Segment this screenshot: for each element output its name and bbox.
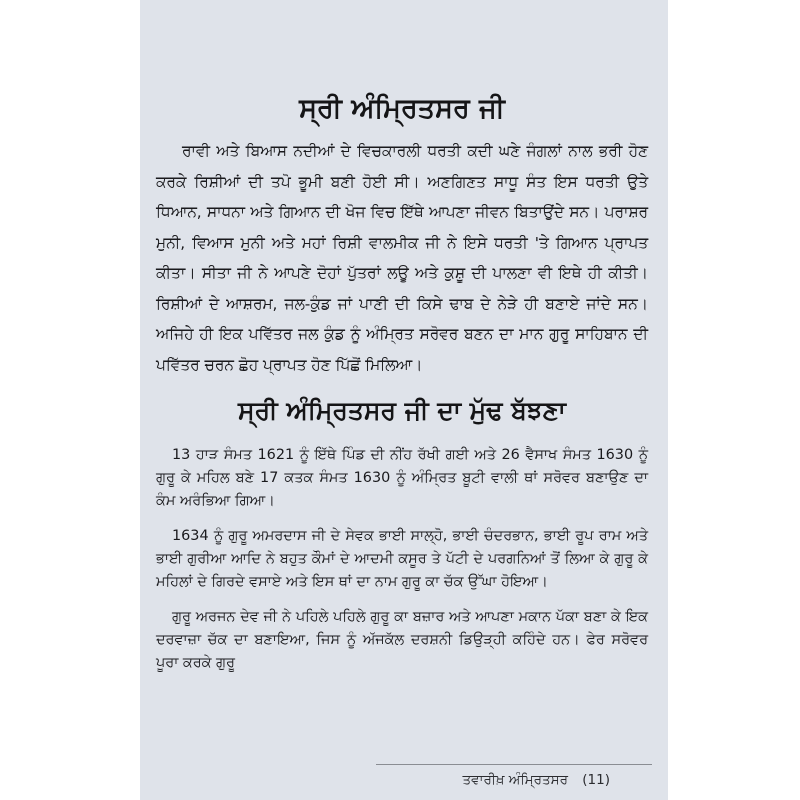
paragraph-founding-dates: 13 ਹਾੜ ਸੰਮਤ 1621 ਨੂੰ ਇੱਥੇ ਪਿੰਡ ਦੀ ਨੀਂਹ ਰੱਖੀ ਗਈ ਅਤੇ 26 ਵੈਸਾਖ ਸੰਮਤ 1630 ਨੂੰ ਗੁਰੂ ਕੇ ਮਹਿਲ ਬਣੇ 17 ਕਤਕ ਸੰਮਤ 1630 ਨੂੰ ਅੰਮ੍ਰਿਤ ਬੂਟੀ ਵਾਲੀ ਥਾਂ ਸਰੋਵਰ ਬਣਾਉਣ ਦਾ ਕੰਮ ਅਰੰਭਿਆ ਗਿਆ।	[156, 447, 648, 509]
section-heading-sri-amritsar-ji: ਸ੍ਰੀ ਅੰਮ੍ਰਿਤਸਰ ਜੀ	[299, 93, 505, 124]
paragraph-guru-arjan: ਗੁਰੂ ਅਰਜਨ ਦੇਵ ਜੀ ਨੇ ਪਹਿਲੇ ਪਹਿਲੇ ਗੁਰੂ ਕਾ ਬਜ਼ਾਰ ਅਤੇ ਆਪਣਾ ਮਕਾਨ ਪੱਕਾ ਬਣਾ ਕੇ ਇਕ ਦਰਵਾਜ਼ਾ ਚੱਕ ਦਾ ਬਣਾਇਆ, ਜਿਸ ਨੂੰ ਅੱਜਕੱਲ ਦਰਸ਼ਨੀ ਡਿਉੜ੍ਹੀ ਕਹਿੰਦੇ ਹਨ। ਫੇਰ ਸਰੋਵਰ ਪੂਰਾ ਕਰਕੇ ਗੁਰੂ	[156, 609, 648, 671]
footer-divider	[376, 764, 652, 765]
section-heading-founding: ਸ੍ਰੀ ਅੰਮ੍ਰਿਤਸਰ ਜੀ ਦਾ ਮੁੱਢ ਬੱਝਣਾ	[238, 396, 566, 425]
running-title: ਤਵਾਰੀਖ਼ ਅੰਮ੍ਰਿਤਸਰ	[462, 772, 568, 788]
page-number: (11)	[582, 772, 610, 788]
paragraph-history: ਰਾਵੀ ਅਤੇ ਬਿਆਸ ਨਦੀਆਂ ਦੇ ਵਿਚਕਾਰਲੀ ਧਰਤੀ ਕਦੀ ਘਣੇ ਜੰਗਲਾਂ ਨਾਲ ਭਰੀ ਹੋਣ ਕਰਕੇ ਰਿਸ਼ੀਆਂ ਦੀ ਤਪੋ ਭੂਮੀ ਬਣੀ ਹੋਈ ਸੀ। ਅਣਗਿਣਤ ਸਾਧੂ ਸੰਤ ਇਸ ਧਰਤੀ ਉਤੇ ਧਿਆਨ, ਸਾਧਨਾ ਅਤੇ ਗਿਆਨ ਦੀ ਖੋਜ ਵਿਚ ਇੱਥੇ ਆਪਣਾ ਜੀਵਨ ਬਿਤਾਉਂਦੇ ਸਨ। ਪਰਾਸ਼ਰ ਮੁਨੀ, ਵਿਆਸ ਮੁਨੀ ਅਤੇ ਮਹਾਂ ਰਿਸ਼ੀ ਵਾਲਮੀਕ ਜੀ ਨੇ ਇਸੇ ਧਰਤੀ 'ਤੇ ਗਿਆਨ ਪ੍ਰਾਪਤ ਕੀਤਾ। ਸੀਤਾ ਜੀ ਨੇ ਆਪਣੇ ਦੋਹਾਂ ਪੁੱਤਰਾਂ ਲਊ ਅਤੇ ਕੁਸ਼ੂ ਦੀ ਪਾਲਣਾ ਵੀ ਇਥੇ ਹੀ ਕੀਤੀ। ਰਿਸ਼ੀਆਂ ਦੇ ਆਸ਼ਰਮ, ਜਲ-ਕੁੰਡ ਜਾਂ ਪਾਣੀ ਦੀ ਕਿਸੇ ਢਾਬ ਦੇ ਨੇੜੇ ਹੀ ਬਣਾਏ ਜਾਂਦੇ ਸਨ। ਅਜਿਹੇ ਹੀ ਇਕ ਪਵਿੱਤਰ ਜਲ ਕੁੰਡ ਨੂੰ ਅੰਮ੍ਰਿਤ ਸਰੋਵਰ ਬਣਨ ਦਾ ਮਾਨ ਗੁਰੂ ਸਾਹਿਬਾਨ ਦੀ ਪਵਿੱਤਰ ਚਰਨ ਛੋਹ ਪ੍ਰਾਪਤ ਹੋਣ ਪਿੱਛੋਂ ਮਿਲਿਆ।	[156, 142, 648, 374]
book-page	[140, 0, 668, 800]
paragraph-settlers: 1634 ਨੂੰ ਗੁਰੂ ਅਮਰਦਾਸ ਜੀ ਦੇ ਸੇਵਕ ਭਾਈ ਸਾਲ੍ਹੋ, ਭਾਈ ਚੰਦਰਭਾਨ, ਭਾਈ ਰੂਪ ਰਾਮ ਅਤੇ ਭਾਈ ਗੁਰੀਆ ਆਦਿ ਨੇ ਬਹੁਤ ਕੌਮਾਂ ਦੇ ਆਦਮੀ ਕਸੂਰ ਤੇ ਪੱਟੀ ਦੇ ਪਰਗਨਿਆਂ ਤੋਂ ਲਿਆ ਕੇ ਗੁਰੂ ਕੇ ਮਹਿਲਾਂ ਦੇ ਗਿਰਦੇ ਵਸਾਏ ਅਤੇ ਇਸ ਥਾਂ ਦਾ ਨਾਮ ਗੁਰੂ ਕਾ ਚੱਕ ਉੱਘਾ ਹੋਇਆ।	[156, 528, 648, 590]
page-footer	[463, 772, 611, 788]
